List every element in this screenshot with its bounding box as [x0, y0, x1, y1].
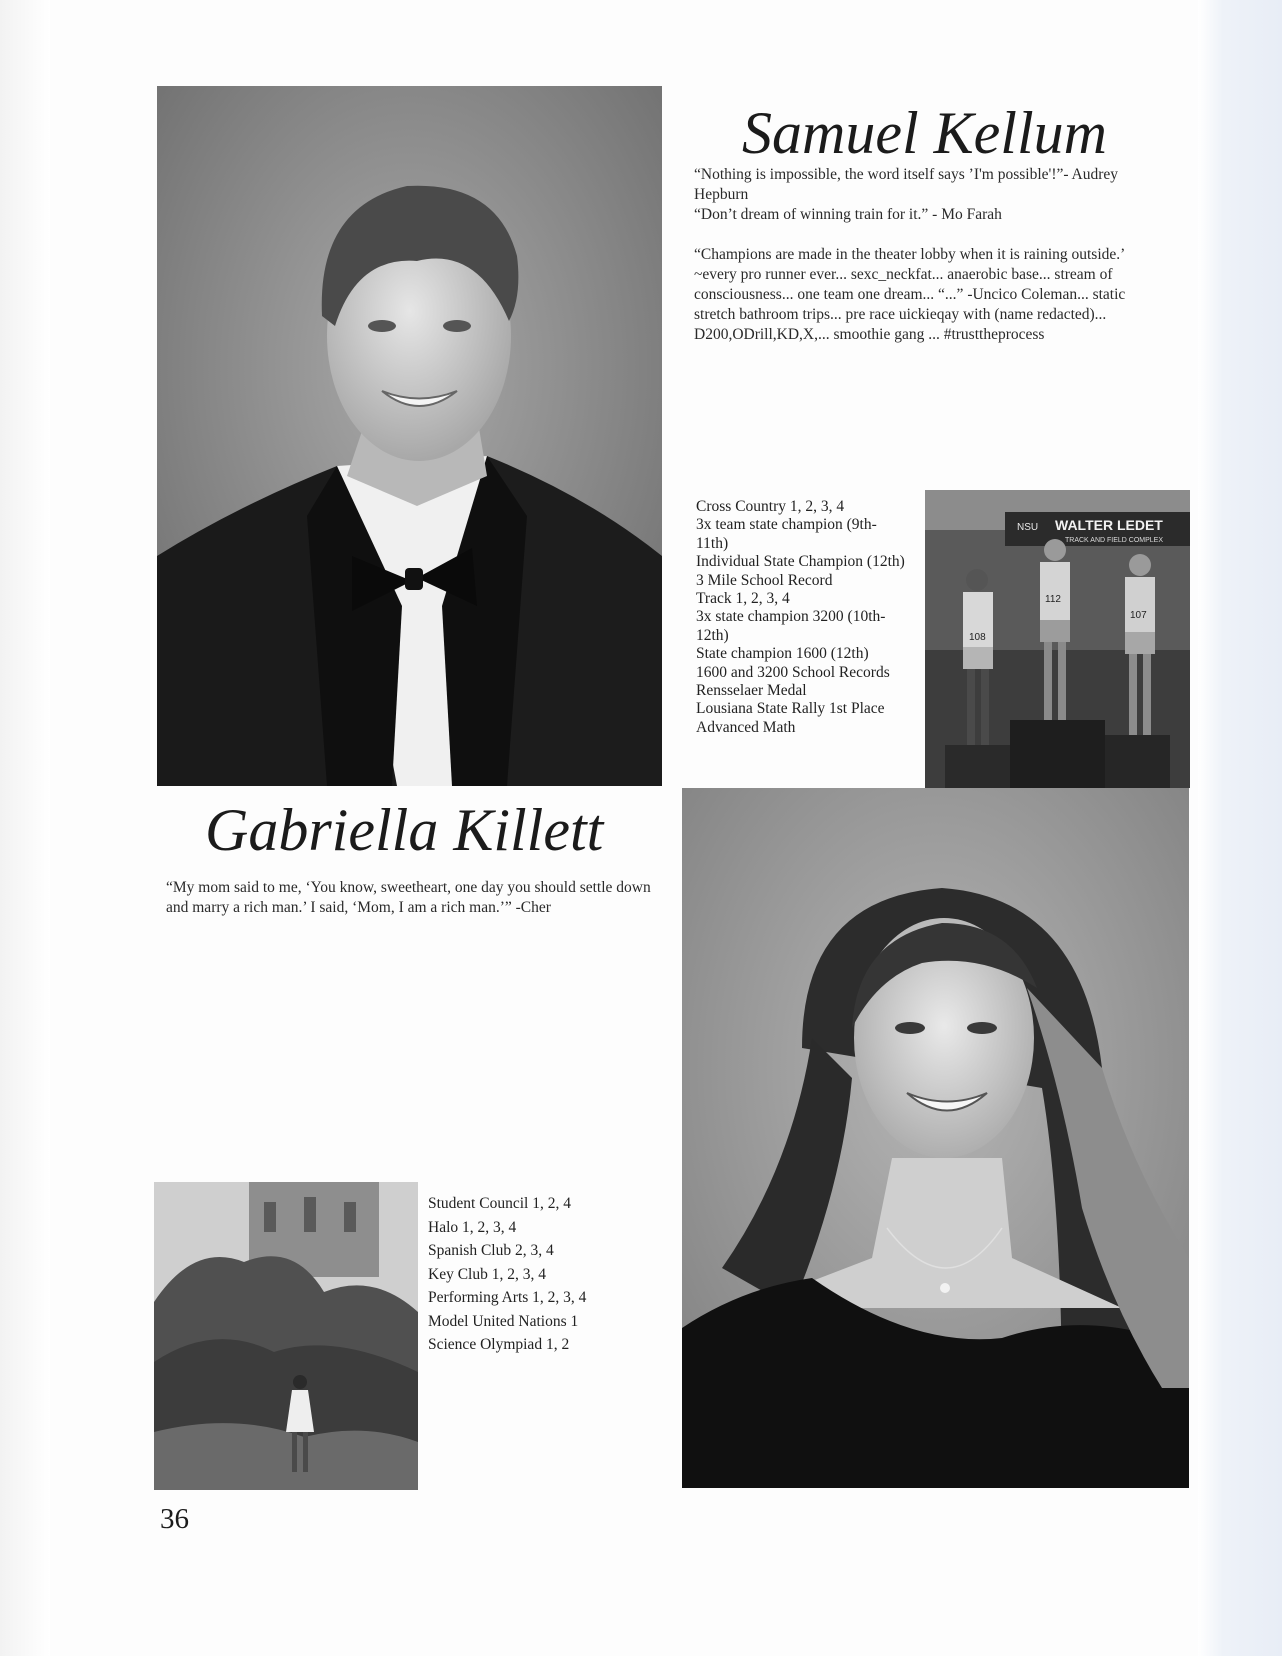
student-name-gabriella: Gabriella Killett [205, 797, 604, 863]
activities-list-gabriella [428, 1192, 648, 1357]
activity-item: Student Council 1, 2, 4 [428, 1195, 571, 1212]
senior-quote-gabriella: “My mom said to me, ‘You know, sweetheart, one day you should settle down and marry a rich man.’ I said, ‘Mom, I am a rich man.’” -Cher [166, 879, 651, 916]
student-name-samuel: Samuel Kellum [742, 100, 1107, 166]
gabriella-candid-photo [154, 1182, 418, 1490]
gabriella-portrait-photo [682, 788, 1189, 1488]
quote-line-3: “Champions are made in the theater lobby when it is raining outside.’ ~every pro runner ever... sexc_neckfat... anaerobic base... stream of consciousness... one team one dream... “...” -Uncico Coleman... static stretch bathroom trips... pre race uickieqay with (name redacted)... D200,ODrill,KD,X,... smoothie gang ... #trusttheprocess [694, 246, 1126, 343]
activity-item: Cross Country 1, 2, 3, 4 [696, 498, 845, 515]
activity-item: Spanish Club 2, 3, 4 [428, 1242, 554, 1259]
bib-number: 107 [1130, 610, 1147, 621]
quote-spacer [694, 225, 1154, 245]
activity-item: Key Club 1, 2, 3, 4 [428, 1265, 546, 1283]
activity-item: Advanced Math [696, 718, 796, 736]
activities-list-samuel [696, 498, 908, 737]
banner-sub-text: TRACK AND FIELD COMPLEX [1065, 537, 1164, 544]
activity-item: 1600 and 3200 School Records [696, 663, 890, 681]
activity-item: 3x state champion 3200 (10th-12th) [696, 608, 886, 644]
banner-main-text: WALTER LEDET [1055, 517, 1163, 533]
quote-line-1: “Nothing is impossible, the word itself says ’I'm possible'!”- Audrey Hepburn [694, 166, 1119, 203]
activity-item: 3x team state champion (9th-11th) [696, 516, 877, 552]
scan-edge-right [1198, 0, 1282, 1656]
banner-logo-text: NSU [1017, 522, 1039, 533]
samuel-portrait-photo [157, 86, 662, 786]
activity-item: Track 1, 2, 3, 4 [696, 590, 790, 608]
bib-number: 108 [969, 632, 986, 643]
senior-quote-samuel [694, 165, 1154, 345]
samuel-candid-photo [925, 490, 1190, 788]
bib-number: 112 [1045, 594, 1061, 605]
activity-item: Rensselaer Medal [696, 682, 807, 700]
quote-line-2: “Don’t dream of winning train for it.” - Mo Farah [694, 206, 1002, 223]
activity-item: 3 Mile School Record [696, 571, 833, 589]
activity-item: State champion 1600 (12th) [696, 645, 869, 663]
activity-item: Model United Nations 1 [428, 1312, 579, 1330]
activity-item: Science Olympiad 1, 2 [428, 1336, 570, 1353]
scan-edge-left [0, 0, 50, 1656]
page-number: 36 [160, 1503, 189, 1535]
activity-item: Halo 1, 2, 3, 4 [428, 1218, 517, 1236]
activity-item: Performing Arts 1, 2, 3, 4 [428, 1289, 587, 1306]
activity-item: Lousiana State Rally 1st Place [696, 700, 885, 718]
activity-item: Individual State Champion (12th) [696, 553, 905, 571]
